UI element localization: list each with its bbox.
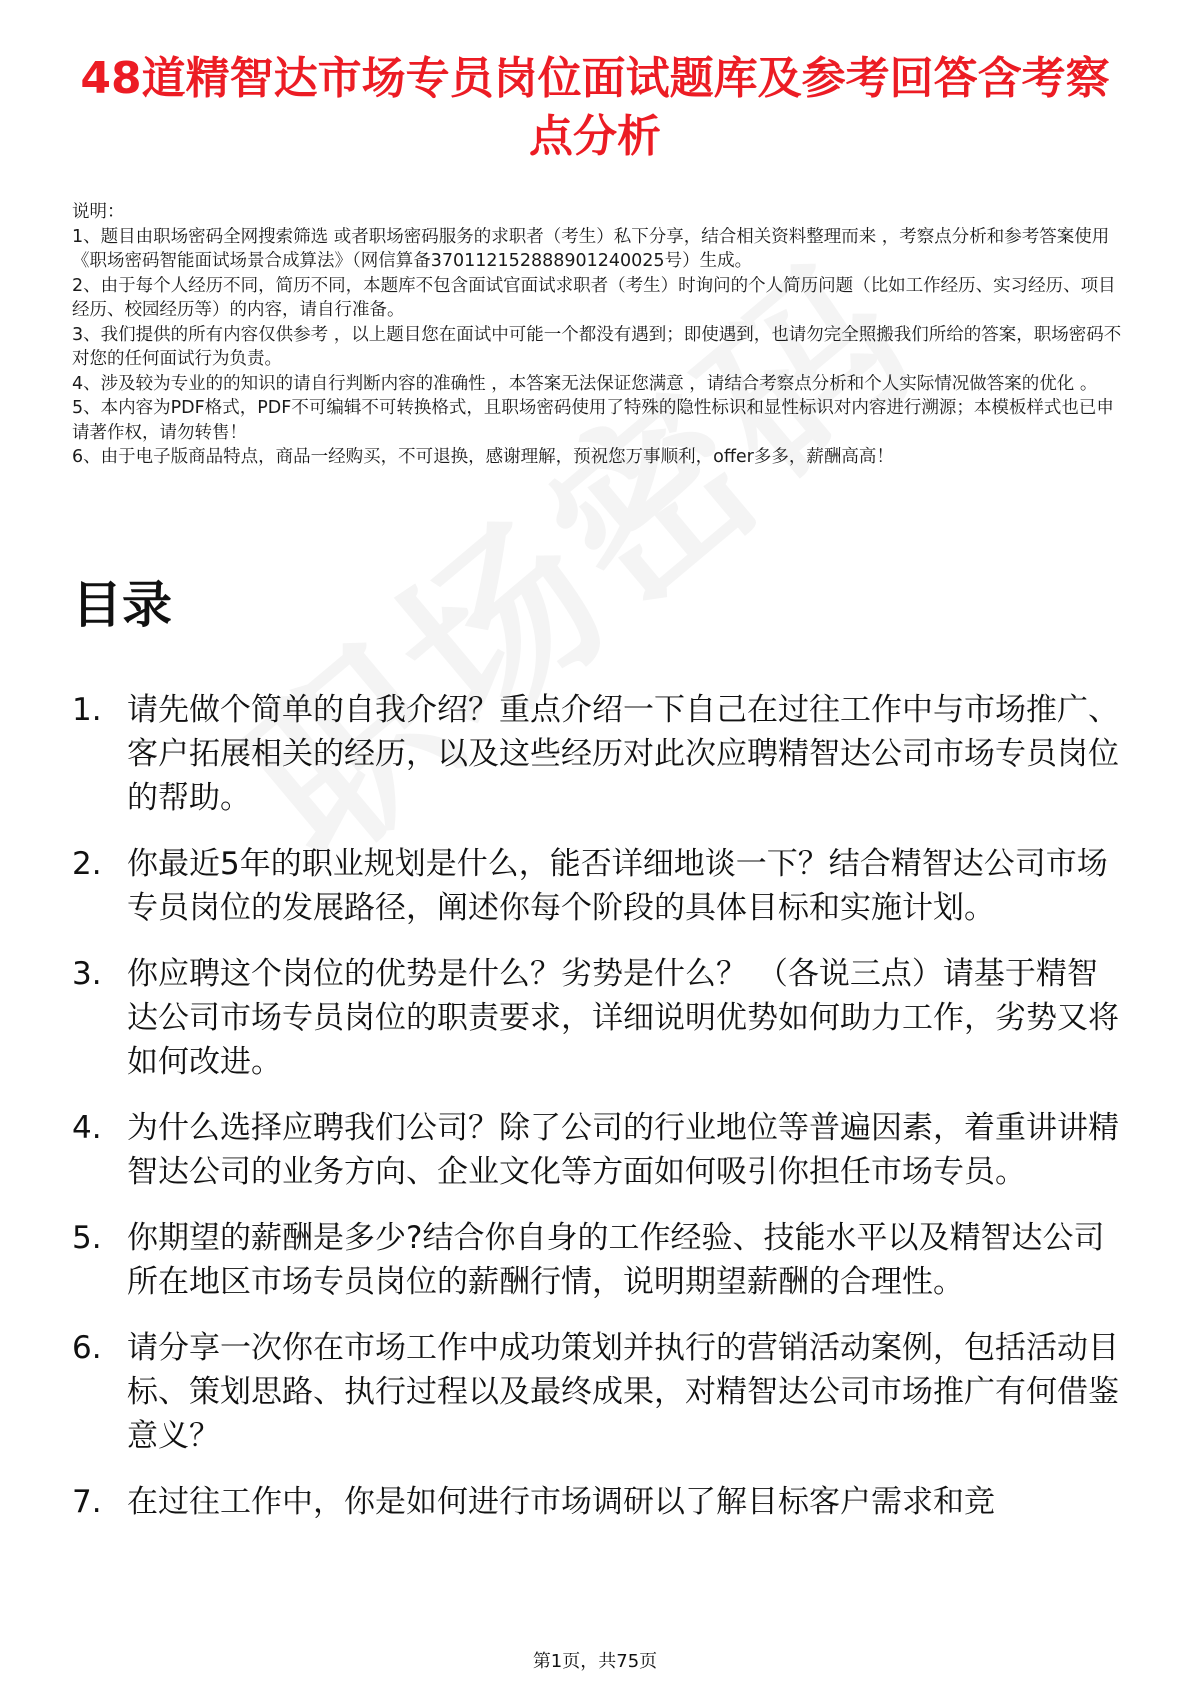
toc-item-text: 你最近5年的职业规划是什么，能否详细地谈一下？结合精智达公司市场专员岗位的发展路径，阐述你每个阶段的具体目标和实施计划。 bbox=[127, 846, 1108, 926]
toc-item-text: 为什么选择应聘我们公司？除了公司的行业地位等普遍因素，着重讲讲精智达公司的业务方向、企业文化等方面如何吸引你担任市场专员。 bbox=[127, 1110, 1119, 1190]
toc-list bbox=[72, 688, 1122, 1546]
notes-section bbox=[72, 200, 1122, 470]
toc-item-text: 你应聘这个岗位的优势是什么？劣势是什么？ （各说三点）请基于精智达公司市场专员岗位的职责要求，详细说明优势如何助力工作，劣势又将如何改进。 bbox=[127, 956, 1119, 1080]
toc-heading: 目录 bbox=[72, 576, 172, 634]
toc-item[interactable] bbox=[72, 1326, 1122, 1458]
toc-item-text: 请先做个简单的自我介绍？重点介绍一下自己在过往工作中与市场推广、客户拓展相关的经历，以及这些经历对此次应聘精智达公司市场专员岗位的帮助。 bbox=[127, 692, 1119, 816]
toc-item-number: 2. bbox=[72, 846, 102, 882]
note-item: 4、涉及较为专业的的知识的请自行判断内容的准确性 ，本答案无法保证您满意 ，请结合考察点分析和个人实际情况做答案的优化 。 bbox=[72, 373, 1098, 394]
toc-item-number: 1. bbox=[72, 692, 102, 728]
toc-item[interactable] bbox=[72, 1216, 1122, 1304]
toc-item-text: 请分享一次你在市场工作中成功策划并执行的营销活动案例，包括活动目标、策划思路、执行过程以及最终成果，对精智达公司市场推广有何借鉴意义？ bbox=[127, 1330, 1119, 1454]
note-item: 2、由于每个人经历不同，简历不同，本题库不包含面试官面试求职者（考生）时询问的个人简历问题（比如工作经历、实习经历、项目经历、校园经历等）的内容，请自行准备。 bbox=[72, 275, 1116, 320]
note-item: 3、我们提供的所有内容仅供参考 ，以上题目您在面试中可能一个都没有遇到；即使遇到，也请勿完全照搬我们所给的答案，职场密码不对您的任何面试行为负责。 bbox=[72, 324, 1122, 369]
toc-item-number: 7. bbox=[72, 1484, 102, 1520]
page-footer: 第1页，共75页 bbox=[532, 1651, 658, 1672]
note-item: 1、题目由职场密码全网搜索筛选 或者职场密码服务的求职者（考生）私下分享，结合相关资料整理而来 ，考察点分析和参考答案使用《职场密码智能面试场景合成算法》（网信算备370112152888901240025号）生成。 bbox=[72, 226, 1110, 271]
toc-item[interactable] bbox=[72, 1106, 1122, 1194]
note-item: 6、由于电子版商品特点，商品一经购买，不可退换，感谢理解，预祝您万事顺利，offer多多，薪酬高高！ bbox=[72, 447, 894, 467]
toc-item[interactable] bbox=[72, 1480, 1122, 1524]
notes-heading: 说明： bbox=[72, 202, 125, 222]
toc-item-number: 3. bbox=[72, 956, 102, 992]
toc-item[interactable] bbox=[72, 842, 1122, 930]
toc-item-number: 6. bbox=[72, 1330, 102, 1366]
toc-item-number: 5. bbox=[72, 1220, 102, 1256]
document-title: 48道精智达市场专员岗位面试题库及参考回答含考察点分析 bbox=[80, 53, 1110, 162]
toc-item-number: 4. bbox=[72, 1110, 102, 1146]
toc-item[interactable] bbox=[72, 952, 1122, 1084]
toc-item-text: 在过往工作中，你是如何进行市场调研以了解目标客户需求和竞 bbox=[127, 1484, 995, 1520]
note-item: 5、本内容为PDF格式，PDF不可编辑不可转换格式，且职场密码使用了特殊的隐性标识和显性标识对内容进行溯源；本模板样式也已申请著作权，请勿转售！ bbox=[72, 398, 1114, 443]
toc-item[interactable] bbox=[72, 688, 1122, 820]
toc-item-text: 你期望的薪酬是多少?结合你自身的工作经验、技能水平以及精智达公司所在地区市场专员岗位的薪酬行情，说明期望薪酬的合理性。 bbox=[127, 1220, 1105, 1300]
